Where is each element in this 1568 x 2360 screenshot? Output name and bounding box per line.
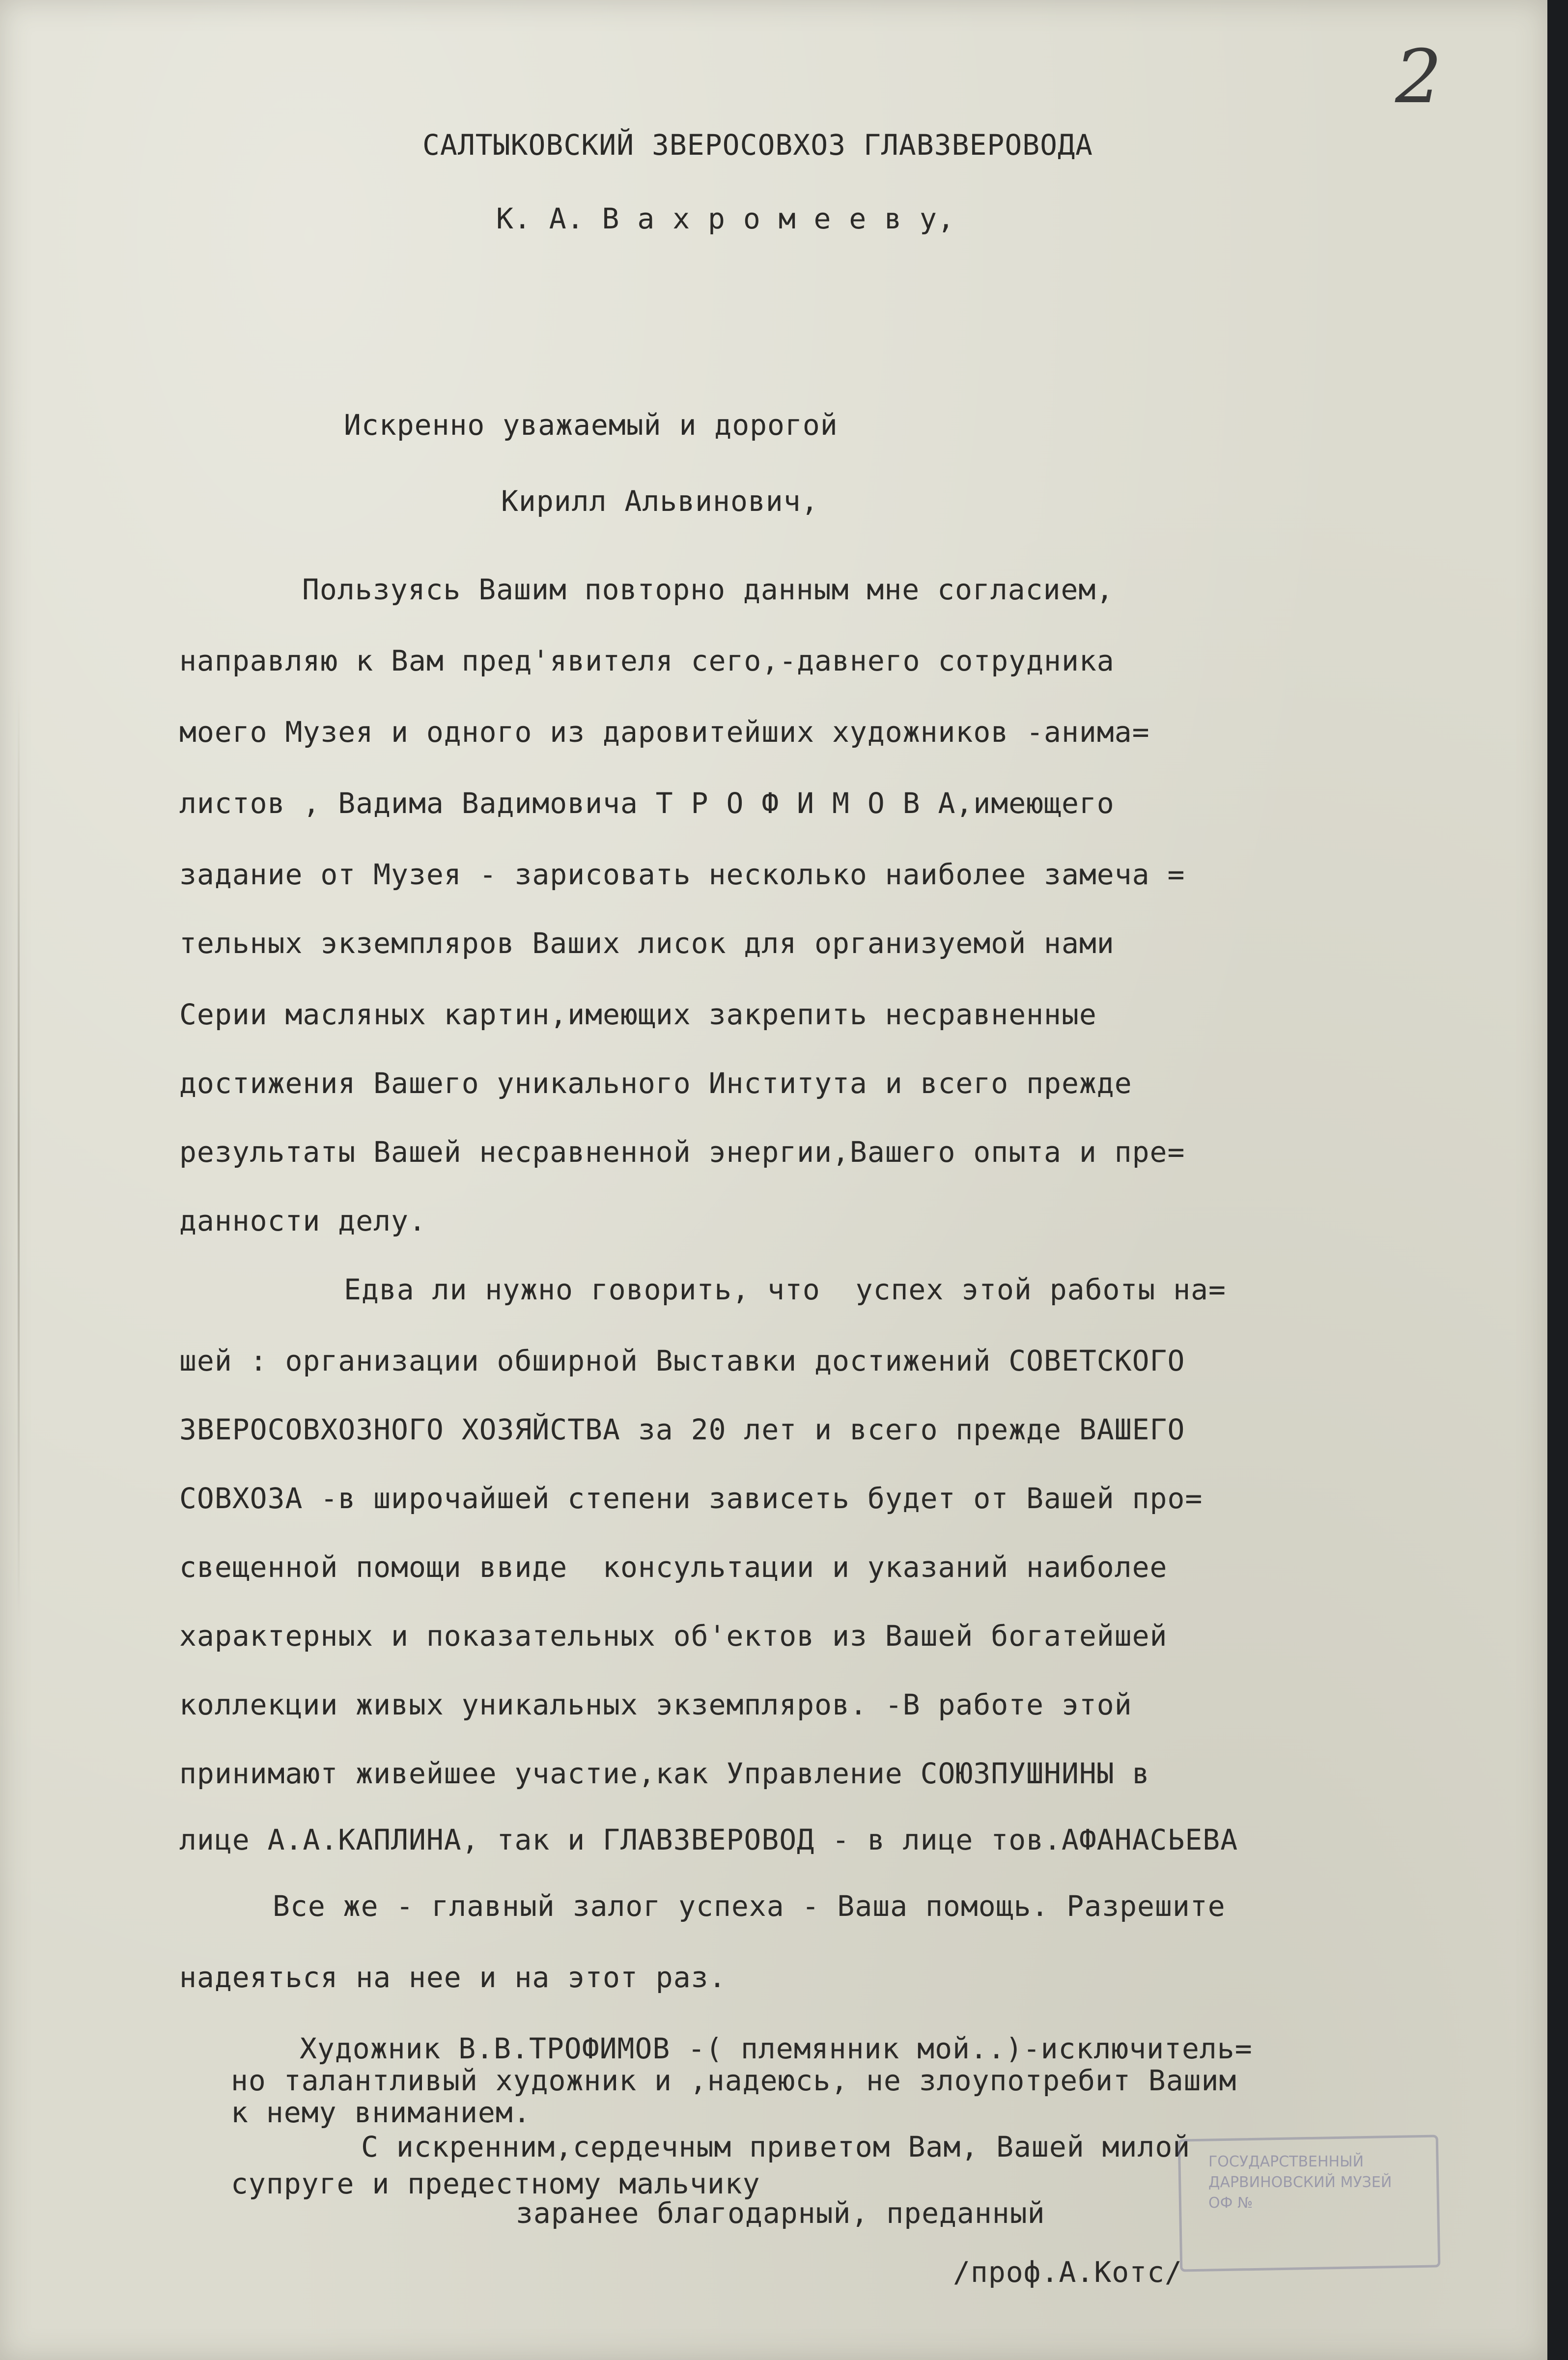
paper-fold (18, 688, 20, 1621)
archive-stamp-text: ГОСУДАРСТВЕННЫЙ ДАРВИНОВСКИЙ МУЗЕЙ ОФ № (1208, 2153, 1392, 2212)
body-line: тельных экземпляров Ваших лисок для организуемой нами (179, 927, 1115, 960)
header-organization: САЛТЫКОВСКИЙ ЗВЕРОСОВХОЗ ГЛАВЗВЕРОВОДА (422, 128, 1093, 162)
body-line: ЗВЕРОСОВХОЗНОГО ХОЗЯЙСТВА за 20 лет и всего прежде ВАШЕГО (179, 1413, 1185, 1446)
body-line: СОВХОЗА -в широчайшей степени зависеть будет от Вашей про= (179, 1482, 1203, 1515)
page-number: 2 (1395, 34, 1442, 120)
postscript-line: супруге и предестному мальчику (231, 2167, 760, 2200)
salutation-line-2: Кирилл Альвинович, (501, 484, 819, 518)
body-line: моего Музея и одного из даровитейших художников -анима= (179, 715, 1150, 749)
body-line: шей : организации обширной Выставки достижений СОВЕТСКОГО (179, 1344, 1185, 1377)
postscript-line: С искренним,сердечным приветом Вам, Вашей милой (361, 2130, 1191, 2163)
body-line: направляю к Вам пред'явителя сего,-давнего сотрудника (179, 644, 1115, 677)
body-line: характерных и показательных об'ектов из Вашей богатейшей (179, 1619, 1168, 1653)
body-line: свещенной помощи ввиде консультации и указаний наиболее (179, 1550, 1168, 1584)
body-line: достижения Вашего уникального Института и всего прежде (179, 1067, 1132, 1100)
scan-edge (1547, 0, 1568, 2360)
salutation-line-1: Искренно уважаемый и дорогой (344, 408, 838, 442)
body-line: лице А.А.КАПЛИНА, так и ГЛАВЗВЕРОВОД - в лице тов.АФАНАСЬЕВА (179, 1823, 1238, 1856)
body-line: Все же - главный залог успеха - Ваша помощь. Разрешите (273, 1889, 1226, 1923)
closing-line: заранее благодарный, преданный (516, 2196, 1045, 2230)
header-recipient: К. А. В а х р о м е е в у, (496, 202, 955, 235)
postscript-line: но талантливый художник и ,надеюсь, не злоупотребит Вашим (231, 2064, 1237, 2097)
body-line: задание от Музея - зарисовать несколько наиболее замеча = (179, 858, 1185, 891)
body-line: Серии масляных картин,имеющих закрепить несравненные (179, 998, 1097, 1031)
body-line: листов , Вадима Вадимовича Т Р О Ф И М О В А,имеющего (179, 787, 1115, 820)
body-line: принимают живейшее участие,как Управление СОЮЗПУШНИНЫ в (179, 1757, 1150, 1790)
body-line: Едва ли нужно говорить, что успех этой работы на= (344, 1273, 1226, 1306)
postscript-line: Художник В.В.ТРОФИМОВ -( племянник мой..)-исключитель= (300, 2032, 1253, 2065)
body-line: Пользуясь Вашим повторно данным мне согласием, (302, 573, 1114, 606)
postscript-line: к нему вниманием. (231, 2096, 531, 2129)
body-line: надеяться на нее и на этот раз. (179, 1961, 727, 1994)
body-line: данности делу. (179, 1204, 426, 1237)
body-line: коллекции живых уникальных экземпляров. -В работе этой (179, 1688, 1132, 1721)
signature: /проф.А.Котс/ (953, 2255, 1182, 2289)
body-line: результаты Вашей несравненной энергии,Вашего опыта и пре= (179, 1135, 1185, 1169)
